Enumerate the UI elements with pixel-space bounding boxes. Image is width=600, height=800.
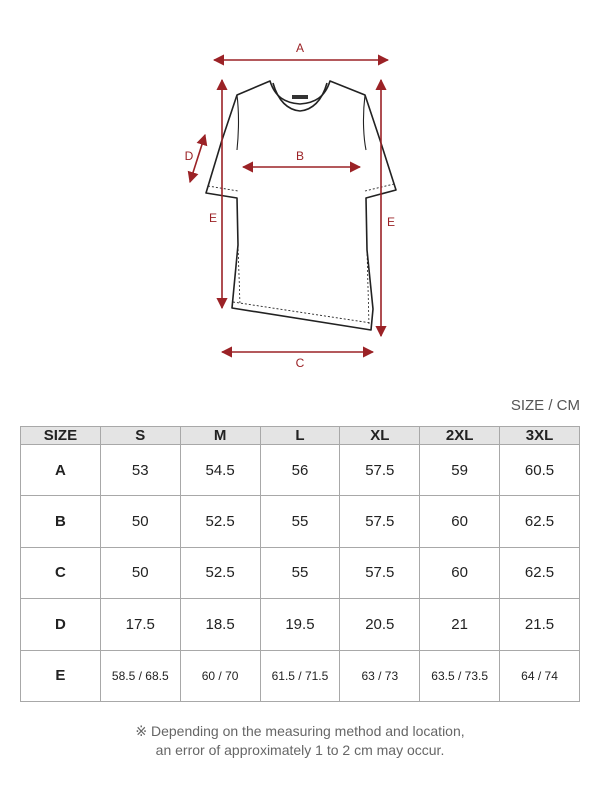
table-cell: 50	[100, 547, 180, 598]
table-cell: 64 / 74	[500, 650, 580, 701]
table-cell: 52.5	[180, 547, 260, 598]
table-cell: 62.5	[500, 496, 580, 547]
table-cell: 63 / 73	[340, 650, 420, 701]
label-e-right: E	[386, 215, 396, 229]
size-table	[20, 426, 580, 702]
header-cell: XL	[340, 427, 420, 445]
header-cell: S	[100, 427, 180, 445]
row-label: B	[21, 496, 101, 547]
table-cell: 18.5	[180, 599, 260, 650]
table-cell: 57.5	[340, 496, 420, 547]
note-line-2: an error of approximately 1 to 2 cm may occur.	[155, 742, 445, 758]
tshirt-outline	[206, 81, 396, 330]
table-cell: 58.5 / 68.5	[100, 650, 180, 701]
table-cell: 57.5	[340, 445, 420, 496]
table-cell: 20.5	[340, 599, 420, 650]
table-row	[21, 445, 580, 496]
table-cell: 21	[420, 599, 500, 650]
table-row	[21, 650, 580, 701]
table-cell: 55	[260, 547, 340, 598]
table-cell: 57.5	[340, 547, 420, 598]
header-cell: L	[260, 427, 340, 445]
table-row	[21, 599, 580, 650]
table-cell: 17.5	[100, 599, 180, 650]
header-cell: M	[180, 427, 260, 445]
table-cell: 50	[100, 496, 180, 547]
table-cell: 60.5	[500, 445, 580, 496]
table-cell: 59	[420, 445, 500, 496]
table-cell: 60	[420, 547, 500, 598]
label-b: B	[295, 149, 305, 163]
table-cell: 54.5	[180, 445, 260, 496]
header-cell: SIZE	[21, 427, 101, 445]
table-row	[21, 496, 580, 547]
table-cell: 62.5	[500, 547, 580, 598]
table-cell: 61.5 / 71.5	[260, 650, 340, 701]
table-cell: 19.5	[260, 599, 340, 650]
label-e-left: E	[208, 211, 218, 225]
table-cell: 21.5	[500, 599, 580, 650]
label-c: C	[295, 356, 305, 370]
note-line-1: ※ Depending on the measuring method and location,	[135, 723, 465, 739]
row-label: E	[21, 650, 101, 701]
unit-label: SIZE / CM	[510, 397, 580, 414]
table-cell: 60	[420, 496, 500, 547]
label-d: D	[184, 149, 194, 163]
table-row	[21, 547, 580, 598]
header-cell: 3XL	[500, 427, 580, 445]
table-cell: 53	[100, 445, 180, 496]
header-cell: 2XL	[420, 427, 500, 445]
row-label: D	[21, 599, 101, 650]
table-cell: 52.5	[180, 496, 260, 547]
tshirt-measurement-diagram	[0, 0, 600, 380]
table-header-row	[21, 427, 580, 445]
row-label: C	[21, 547, 101, 598]
row-label: A	[21, 445, 101, 496]
table-cell: 55	[260, 496, 340, 547]
table-cell: 56	[260, 445, 340, 496]
label-a: A	[295, 41, 305, 55]
table-cell: 63.5 / 73.5	[420, 650, 500, 701]
measurement-note	[0, 722, 600, 760]
table-cell: 60 / 70	[180, 650, 260, 701]
